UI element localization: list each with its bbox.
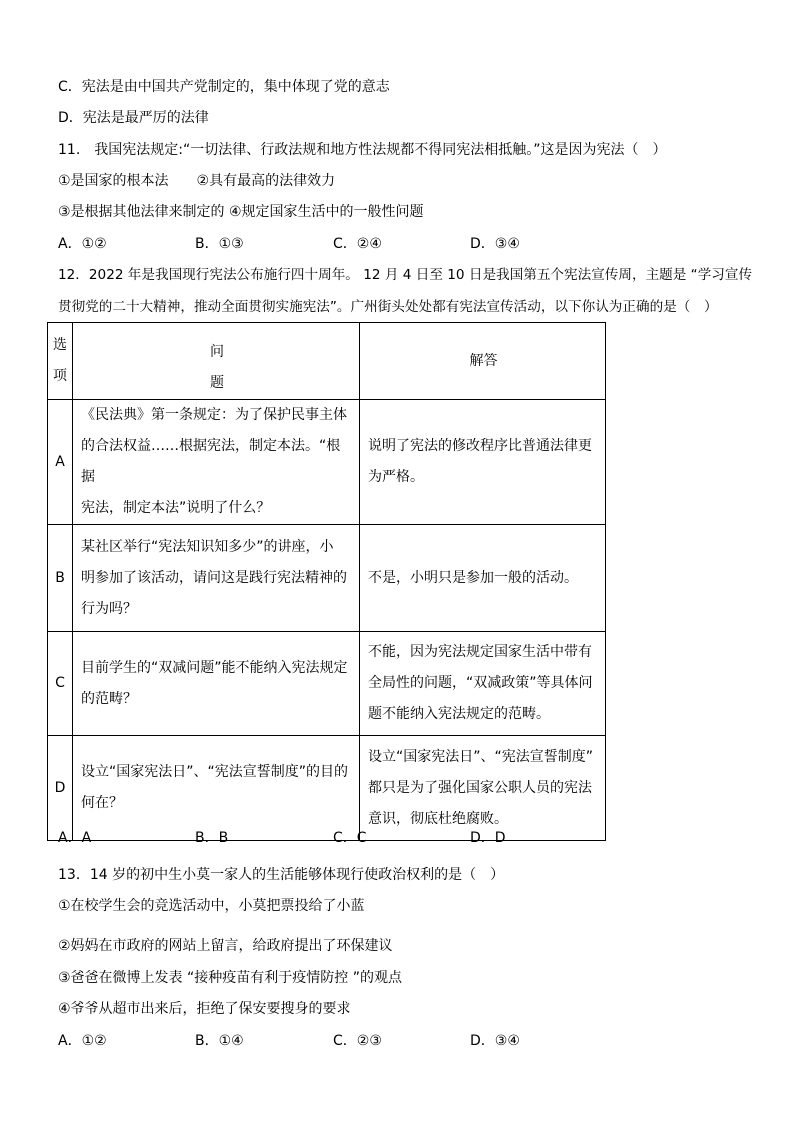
header-option-char-1: 选: [53, 337, 67, 353]
row-c-a-line3: 题不能纳入宪法规定的范畴。: [368, 706, 550, 722]
q11-option-c: C．②④: [333, 236, 382, 252]
q13-option-d: D．③④: [470, 1033, 520, 1049]
header-question-char-1: 问: [210, 344, 224, 360]
q12-stem-line1: 12．2022 年是我国现行宪法公布施行四十周年。 12 月 4 日至 10 日是我国第五个宪法宣传周，主题是 “学习宣传: [58, 267, 753, 283]
row-a-q-line3: 宪法，制定本法”说明了什么？: [81, 500, 271, 516]
row-d-a-line2: 都只是为了强化国家公职人员的宪法: [368, 779, 592, 796]
table-row: [48, 525, 606, 632]
row-d-q-line2: 何在？: [81, 795, 123, 811]
row-c-q-line1: 目前学生的“双减问题”能不能纳入宪法规定: [81, 659, 348, 676]
row-c-q-line2: 的范畴？: [81, 690, 137, 707]
q12-option-b: B．B: [195, 830, 229, 846]
q11-option-b: B．①③: [195, 236, 244, 252]
row-c-a-line1: 不能，因为宪法规定国家生活中带有: [368, 644, 592, 660]
row-b-a-line1: 不是，小明只是参加一般的活动。: [368, 569, 578, 586]
row-a-q-line2: 的合法权益……根据宪法，制定本法。“根据: [81, 438, 341, 485]
header-question-char-2: 题: [210, 375, 224, 391]
q10-option-c: C．宪法是由中国共产党制定的，集中体现了党的意志: [58, 79, 390, 95]
header-option-char-2: 项: [53, 368, 67, 384]
q13-option-a: A．①②: [58, 1033, 107, 1049]
row-c-option: [48, 632, 73, 736]
q13-item-2: ②妈妈在市政府的网站上留言，给政府提出了环保建议: [58, 938, 393, 954]
table-row: [48, 632, 606, 736]
row-a-q-line1: 《民法典》第一条规定：为了保护民事主体: [81, 407, 347, 423]
q13-item-4: ④爷爷从超市出来后，拒绝了保安要搜身的要求: [58, 1001, 351, 1017]
row-c-letter: C: [55, 675, 65, 691]
row-c-answer: [360, 632, 606, 736]
q13-stem: 13．14 岁的初中生小莫一家人的生活能够体现行使政治权利的是（ ）: [58, 867, 505, 883]
table-row: [48, 736, 606, 841]
q12-option-a: A．A: [58, 830, 92, 846]
row-d-option: [48, 736, 73, 841]
header-option-cell: [48, 323, 73, 400]
row-d-answer: [360, 736, 606, 841]
q12-option-c: C．C: [333, 830, 367, 846]
header-question-cell: [73, 323, 360, 400]
q11-option-a: A．①②: [58, 236, 107, 252]
row-b-q-line2: 明参加了该活动，请问这是践行宪法精神的: [81, 569, 347, 586]
row-d-letter: D: [54, 779, 66, 796]
q11-stem: 11. 我国宪法规定:“一切法律、行政法规和地方性法规都不得同宪法相抵触。”这是因为宪法（ ）: [58, 142, 667, 158]
q12-stem-line2: 贯彻党的二十大精神，推动全面贯彻实施宪法”。广州街头处处都有宪法宣传活动，以下你认为正确的是（ ）: [58, 299, 718, 315]
q11-option-d: D．③④: [470, 236, 520, 252]
q13-option-b: B．①④: [195, 1033, 244, 1049]
row-d-a-line1: 设立“国家宪法日”、“宪法宣誓制度”: [368, 748, 594, 765]
q12-table-header: [48, 323, 606, 400]
row-b-q-line1: 某社区举行“宪法知识知多少”的讲座，小: [81, 538, 334, 555]
q13-item-1: ①在校学生会的竞选活动中，小莫把票投给了小蓝: [58, 898, 365, 914]
row-d-a-line3: 意识，彻底杜绝腐败。: [368, 810, 508, 827]
q11-items-line1: ①是国家的根本法 ②具有最高的法律效力: [58, 173, 336, 189]
table-row: [48, 400, 606, 525]
row-b-letter: B: [55, 569, 65, 586]
row-b-answer: [360, 525, 606, 632]
q13-item-3: ③爸爸在微博上发表 “接种疫苗有利于疫情防控 ”的观点: [58, 970, 402, 986]
header-answer: 解答: [469, 352, 498, 369]
row-c-question: [73, 632, 360, 736]
q12-option-d: D．D: [470, 830, 506, 846]
q12-table: [47, 322, 606, 841]
q13-option-c: C．②③: [333, 1033, 382, 1049]
q10-option-d: D．宪法是最严厉的法律: [58, 110, 209, 126]
row-d-question: [73, 736, 360, 841]
row-a-a-line2: 为严格。: [368, 469, 424, 485]
row-d-q-line1: 设立“国家宪法日”、“宪法宣誓制度”的目的: [81, 764, 349, 780]
row-a-a-line1: 说明了宪法的修改程序比普通法律更: [368, 438, 592, 454]
header-answer-cell: [360, 323, 606, 400]
row-b-question: [73, 525, 360, 632]
row-a-letter: A: [55, 453, 65, 470]
row-b-q-line3: 行为吗？: [81, 600, 137, 617]
row-a-answer: [360, 400, 606, 525]
row-c-a-line2: 全局性的问题，“双减政策”等具体问: [368, 675, 593, 691]
row-b-option: [48, 525, 73, 632]
q11-items-line2: ③是根据其他法律来制定的 ④规定国家生活中的一般性问题: [58, 204, 424, 220]
row-a-option: [48, 400, 73, 525]
row-a-question: [73, 400, 360, 525]
